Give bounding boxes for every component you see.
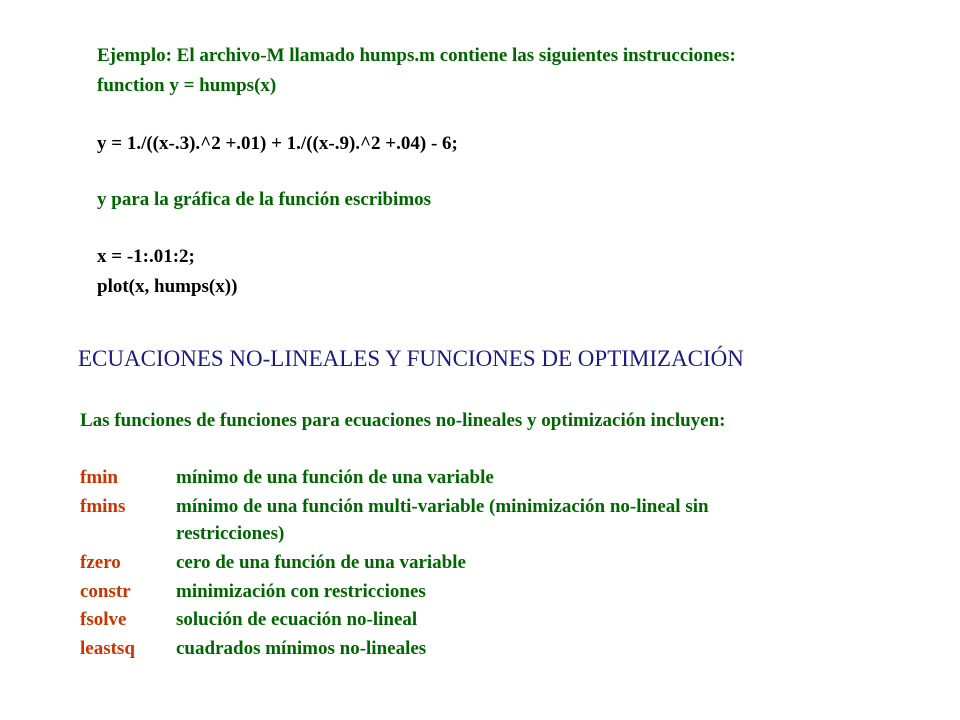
function-name: constr (80, 581, 131, 602)
function-description: cero de una función de una variable (176, 552, 466, 573)
function-name: fmins (80, 496, 126, 517)
function-description: mínimo de una función de una variable (176, 467, 494, 488)
function-name: fzero (80, 552, 121, 573)
intro-line-1: Ejemplo: El archivo-M llamado humps.m contiene las siguientes instrucciones: (97, 45, 736, 66)
function-description: mínimo de una función multi-variable (minimización no-lineal sin (176, 496, 709, 517)
function-name: fmin (80, 467, 118, 488)
function-signature: function y = humps(x) (97, 75, 277, 96)
function-name: fsolve (80, 609, 127, 630)
humps-formula: y = 1./((x-.3).^2 +.01) + 1./((x-.9).^2 +.04) - 6; (97, 133, 458, 154)
function-description-continued: restricciones) (176, 523, 285, 544)
x-range-code: x = -1:.01:2; (97, 246, 195, 267)
function-description: solución de ecuación no-lineal (176, 609, 418, 630)
section-subtitle: Las funciones de funciones para ecuaciones no-lineales y optimización incluyen: (80, 410, 726, 431)
function-description: cuadrados mínimos no-lineales (176, 638, 427, 659)
plot-intro-text: y para la gráfica de la función escribimos (97, 189, 432, 210)
section-heading: ECUACIONES NO-LINEALES Y FUNCIONES DE OPTIMIZACIÓN (78, 346, 744, 371)
function-description: minimización con restricciones (176, 581, 426, 602)
plot-code: plot(x, humps(x)) (97, 276, 238, 297)
function-name: leastsq (80, 638, 135, 659)
